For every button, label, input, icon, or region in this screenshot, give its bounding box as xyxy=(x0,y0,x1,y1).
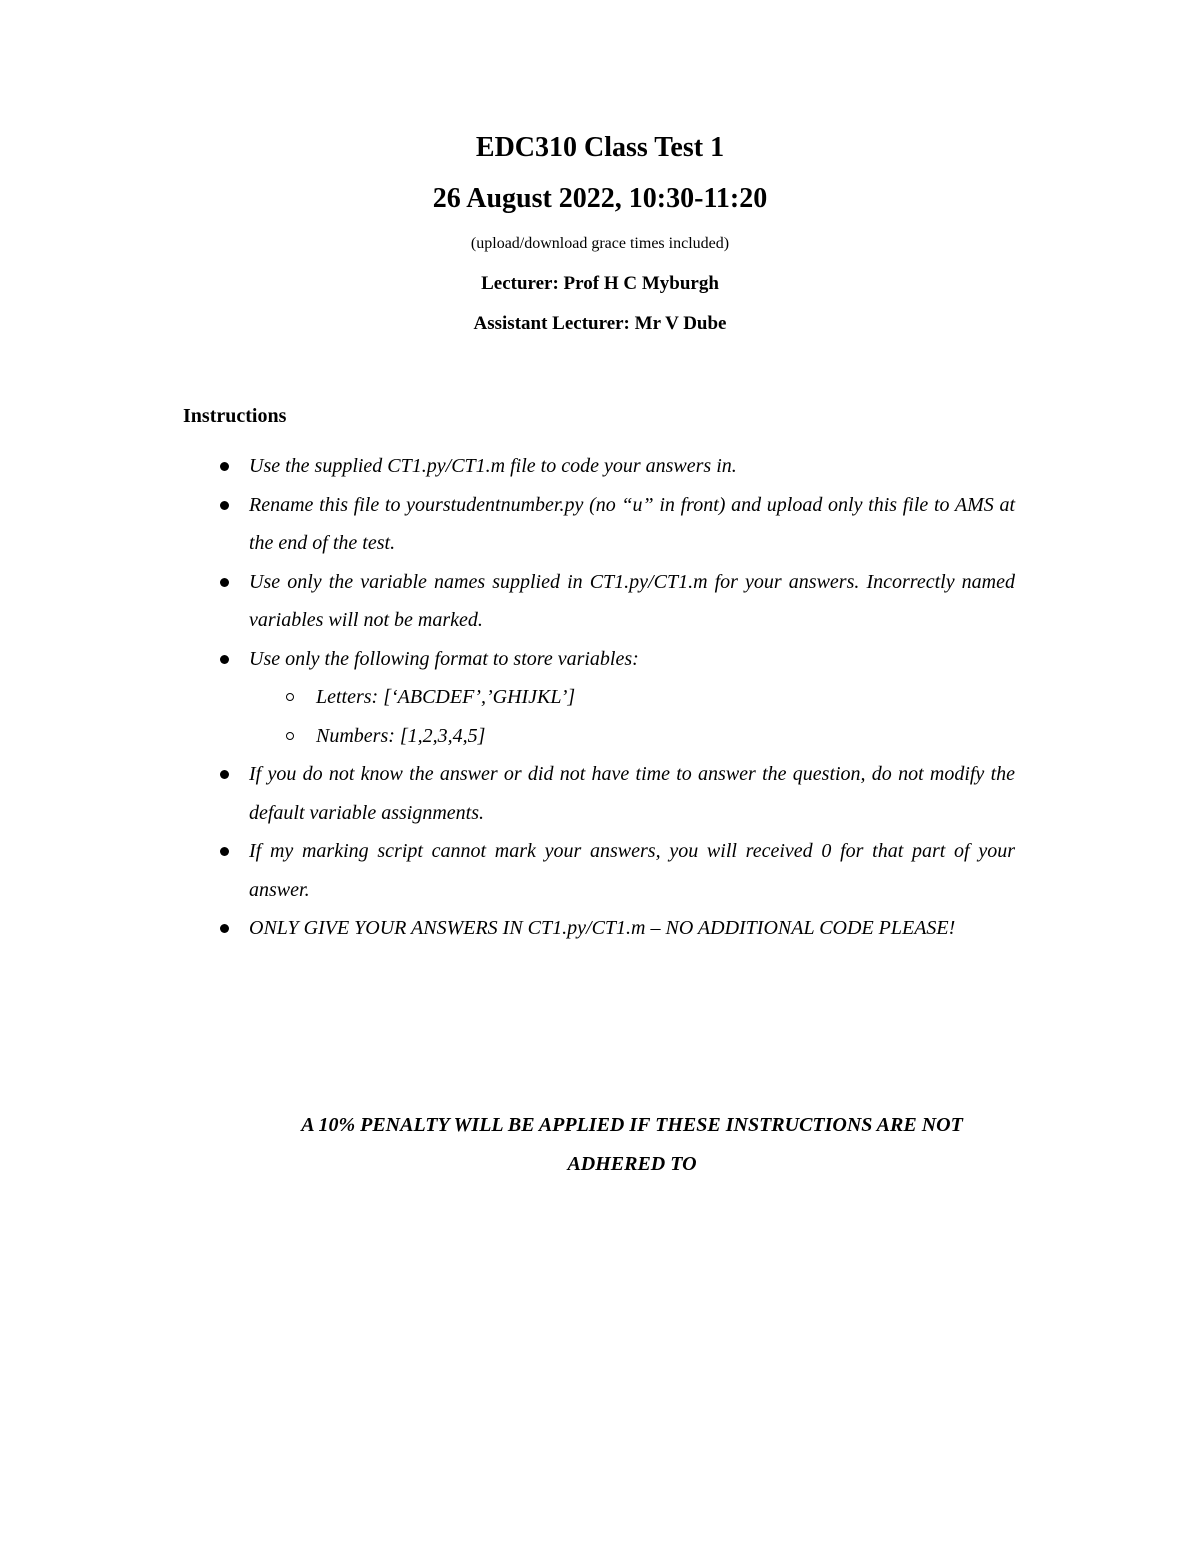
bullet-icon xyxy=(220,501,229,510)
list-item xyxy=(249,678,1015,717)
instruction-text: If you do not know the answer or did not have time to answer the question, do not modify the default variable assignments. xyxy=(249,763,1015,824)
list-item xyxy=(249,447,1015,486)
instructions-list xyxy=(249,447,1015,948)
bullet-icon xyxy=(220,770,229,779)
circle-bullet-icon xyxy=(286,693,294,701)
assistant-lecturer-line: Assistant Lecturer: Mr V Dube xyxy=(473,313,727,334)
instruction-text: If my marking script cannot mark your answers, you will received 0 for that part of your answer. xyxy=(249,840,1015,901)
penalty-notice xyxy=(230,1106,1034,1183)
document-title: EDC310 Class Test 1 xyxy=(475,132,725,163)
list-item xyxy=(249,717,1015,756)
format-example-text: Letters: [‘ABCDEF’,’GHIJKL’] xyxy=(316,686,576,708)
bullet-icon xyxy=(220,578,229,587)
bullet-icon xyxy=(220,655,229,664)
grace-time-note: (upload/download grace times included) xyxy=(470,235,730,252)
bullet-icon xyxy=(220,462,229,471)
list-item xyxy=(249,640,1015,756)
list-item xyxy=(249,486,1015,563)
list-item xyxy=(249,832,1015,909)
penalty-line-1: A 10% PENALTY WILL BE APPLIED IF THESE INSTRUCTIONS ARE NOT xyxy=(301,1114,963,1136)
lecturer-line: Lecturer: Prof H C Myburgh xyxy=(481,273,719,294)
list-item xyxy=(249,755,1015,832)
instruction-text: Use only the following format to store variables: xyxy=(249,647,639,670)
bullet-icon xyxy=(220,924,229,933)
format-example-text: Numbers: [1,2,3,4,5] xyxy=(316,724,486,747)
instruction-text: Rename this file to yourstudentnumber.py (no “u” in front) and upload only this file to AMS at the end of the test. xyxy=(249,493,1015,554)
circle-bullet-icon xyxy=(286,732,294,740)
format-examples-list xyxy=(249,678,1015,755)
instruction-text: Use only the variable names supplied in CT1.py/CT1.m for your answers. Incorrectly named variables will not be marked. xyxy=(249,570,1015,631)
list-item xyxy=(249,563,1015,640)
penalty-line-2: ADHERED TO xyxy=(567,1152,697,1175)
test-date-time: 26 August 2022, 10:30-11:20 xyxy=(432,183,768,214)
instructions-heading: Instructions xyxy=(183,405,287,427)
instruction-text: Use the supplied CT1.py/CT1.m file to code your answers in. xyxy=(249,455,737,477)
bullet-icon xyxy=(220,847,229,856)
instruction-text: ONLY GIVE YOUR ANSWERS IN CT1.py/CT1.m – NO ADDITIONAL CODE PLEASE! xyxy=(249,917,956,939)
list-item xyxy=(249,909,1015,948)
